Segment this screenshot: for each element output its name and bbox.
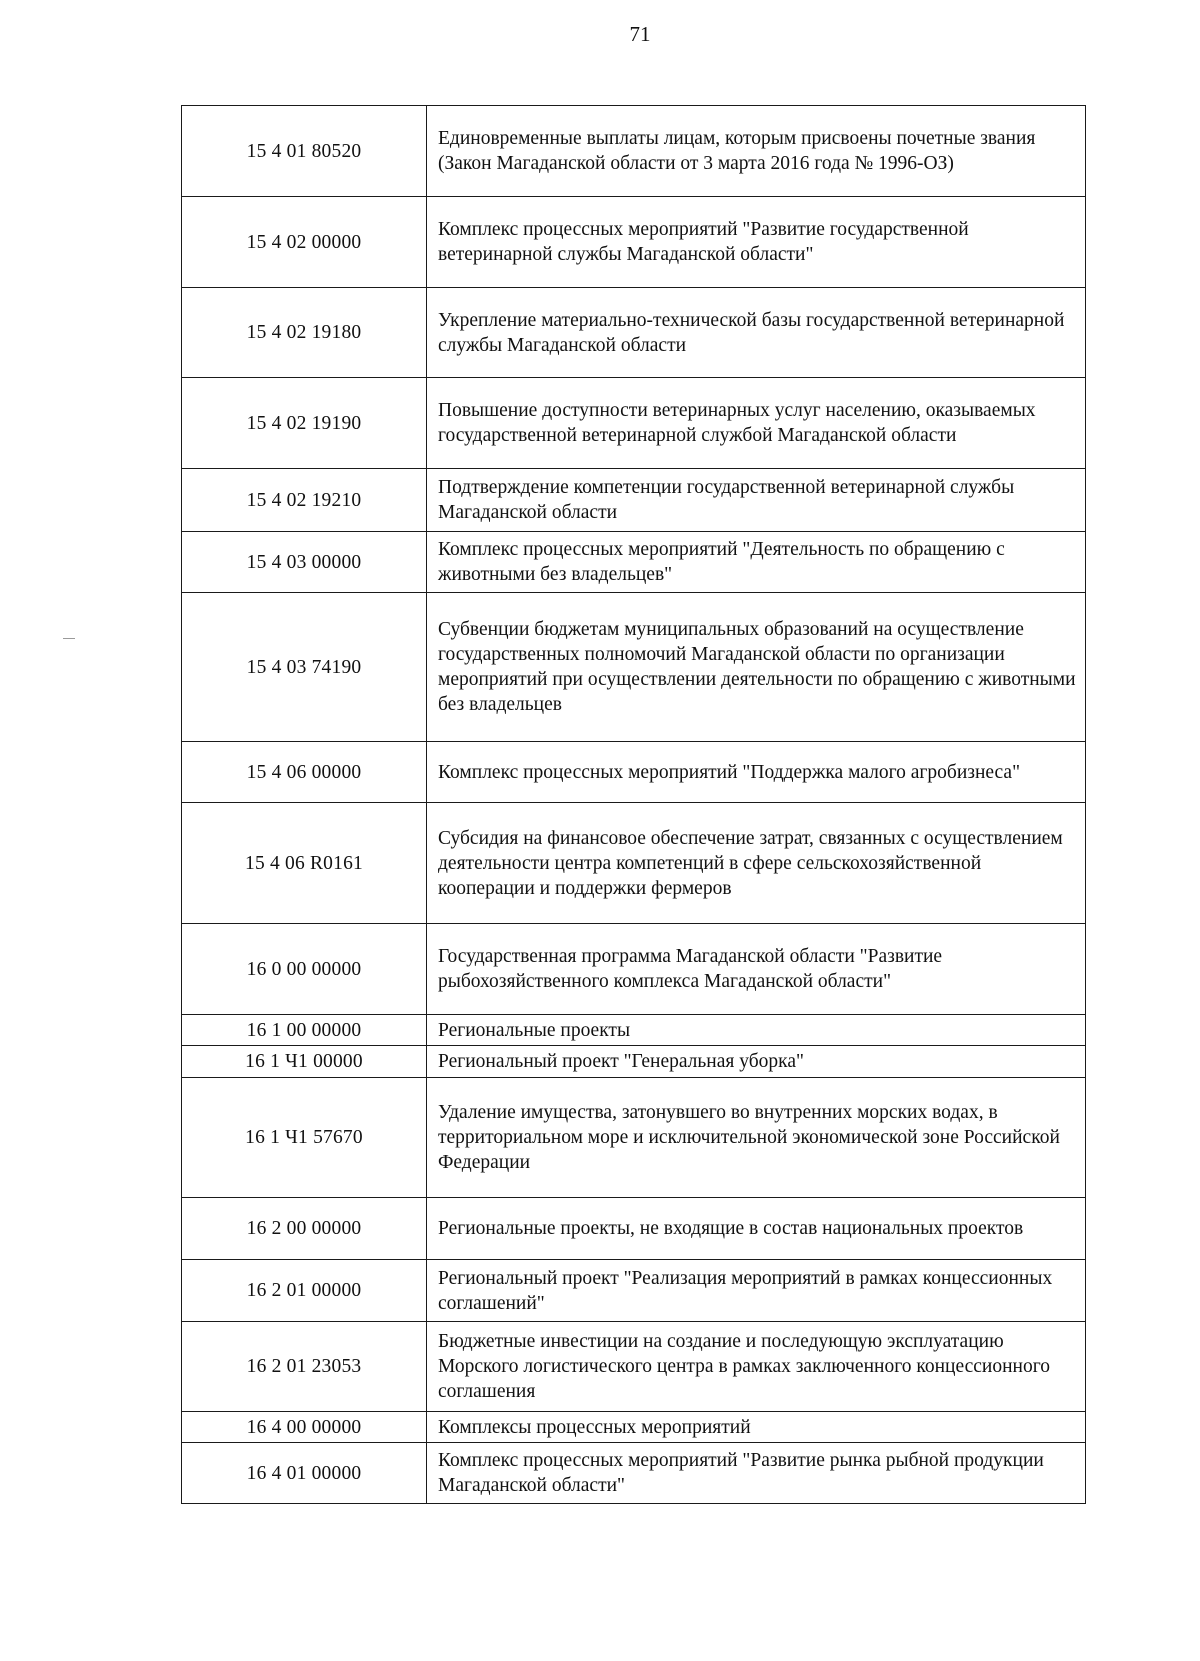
row-code: 15 4 02 19210: [182, 469, 427, 532]
table-row: [182, 1443, 1086, 1504]
row-code: 16 0 00 00000: [182, 924, 427, 1015]
row-name: Удаление имущества, затонувшего во внутренних морских водах, в территориальном море и исключительной экономической зоне Российской Федерации: [427, 1078, 1086, 1198]
table-row: [182, 1078, 1086, 1198]
row-code: 16 2 00 00000: [182, 1198, 427, 1260]
margin-mark: [63, 638, 75, 639]
table-row: [182, 469, 1086, 532]
table-row: [182, 106, 1086, 197]
row-code: 15 4 03 00000: [182, 532, 427, 593]
row-name: Единовременные выплаты лицам, которым присвоены почетные звания (Закон Магаданской области от 3 марта 2016 года № 1996-ОЗ): [427, 106, 1086, 197]
row-code: 16 2 01 23053: [182, 1322, 427, 1412]
table-row: [182, 593, 1086, 742]
row-code: 16 1 00 00000: [182, 1015, 427, 1046]
row-name: Региональные проекты, не входящие в состав национальных проектов: [427, 1198, 1086, 1260]
row-name: Государственная программа Магаданской области "Развитие рыбохозяйственного комплекса Магаданской области": [427, 924, 1086, 1015]
row-name: Региональный проект "Реализация мероприятий в рамках концессионных соглашений": [427, 1260, 1086, 1322]
row-name: Комплекс процессных мероприятий "Развитие рынка рыбной продукции Магаданской области": [427, 1443, 1086, 1504]
row-name: Бюджетные инвестиции на создание и последующую эксплуатацию Морского логистического центра в рамках заключенного концессионного соглашения: [427, 1322, 1086, 1412]
row-name: Региональные проекты: [427, 1015, 1086, 1046]
budget-classification-table: [181, 105, 1086, 1504]
page-number: 71: [629, 22, 651, 46]
row-name: Комплекс процессных мероприятий "Деятельность по обращению с животными без владельцев": [427, 532, 1086, 593]
row-name: Подтверждение компетенции государственной ветеринарной службы Магаданской области: [427, 469, 1086, 532]
row-name: Региональный проект "Генеральная уборка": [427, 1046, 1086, 1078]
table-row: [182, 803, 1086, 924]
table-row: [182, 532, 1086, 593]
row-code: 15 4 02 19180: [182, 288, 427, 378]
row-code: 15 4 02 00000: [182, 197, 427, 288]
table-row: [182, 1322, 1086, 1412]
table-row: [182, 742, 1086, 803]
row-code: 15 4 01 80520: [182, 106, 427, 197]
row-name: Укрепление материально-технической базы государственной ветеринарной службы Магаданской области: [427, 288, 1086, 378]
table-row: [182, 1198, 1086, 1260]
table-row: [182, 197, 1086, 288]
table-row: [182, 1046, 1086, 1078]
row-name: Комплексы процессных мероприятий: [427, 1412, 1086, 1443]
table-row: [182, 924, 1086, 1015]
row-code: 15 4 02 19190: [182, 378, 427, 469]
table-row: [182, 378, 1086, 469]
table-row: [182, 1260, 1086, 1322]
row-name: Комплекс процессных мероприятий "Поддержка малого агробизнеса": [427, 742, 1086, 803]
row-code: 16 1 Ч1 00000: [182, 1046, 427, 1078]
table-row: [182, 1412, 1086, 1443]
row-name: Повышение доступности ветеринарных услуг населению, оказываемых государственной ветеринарной службой Магаданской области: [427, 378, 1086, 469]
table-row: [182, 288, 1086, 378]
row-name: Комплекс процессных мероприятий "Развитие государственной ветеринарной службы Магаданской области": [427, 197, 1086, 288]
row-code: 15 4 03 74190: [182, 593, 427, 742]
table-row: [182, 1015, 1086, 1046]
row-code: 16 2 01 00000: [182, 1260, 427, 1322]
row-name: Субвенции бюджетам муниципальных образований на осуществление государственных полномочий Магаданской области по организации мероприятий при осуществлении деятельности по обращению с животными без владельцев: [427, 593, 1086, 742]
row-code: 16 1 Ч1 57670: [182, 1078, 427, 1198]
row-code: 16 4 01 00000: [182, 1443, 427, 1504]
row-code: 15 4 06 R0161: [182, 803, 427, 924]
row-code: 15 4 06 00000: [182, 742, 427, 803]
row-code: 16 4 00 00000: [182, 1412, 427, 1443]
row-name: Субсидия на финансовое обеспечение затрат, связанных с осуществлением деятельности центра компетенций в сфере сельскохозяйственной кооперации и поддержки фермеров: [427, 803, 1086, 924]
